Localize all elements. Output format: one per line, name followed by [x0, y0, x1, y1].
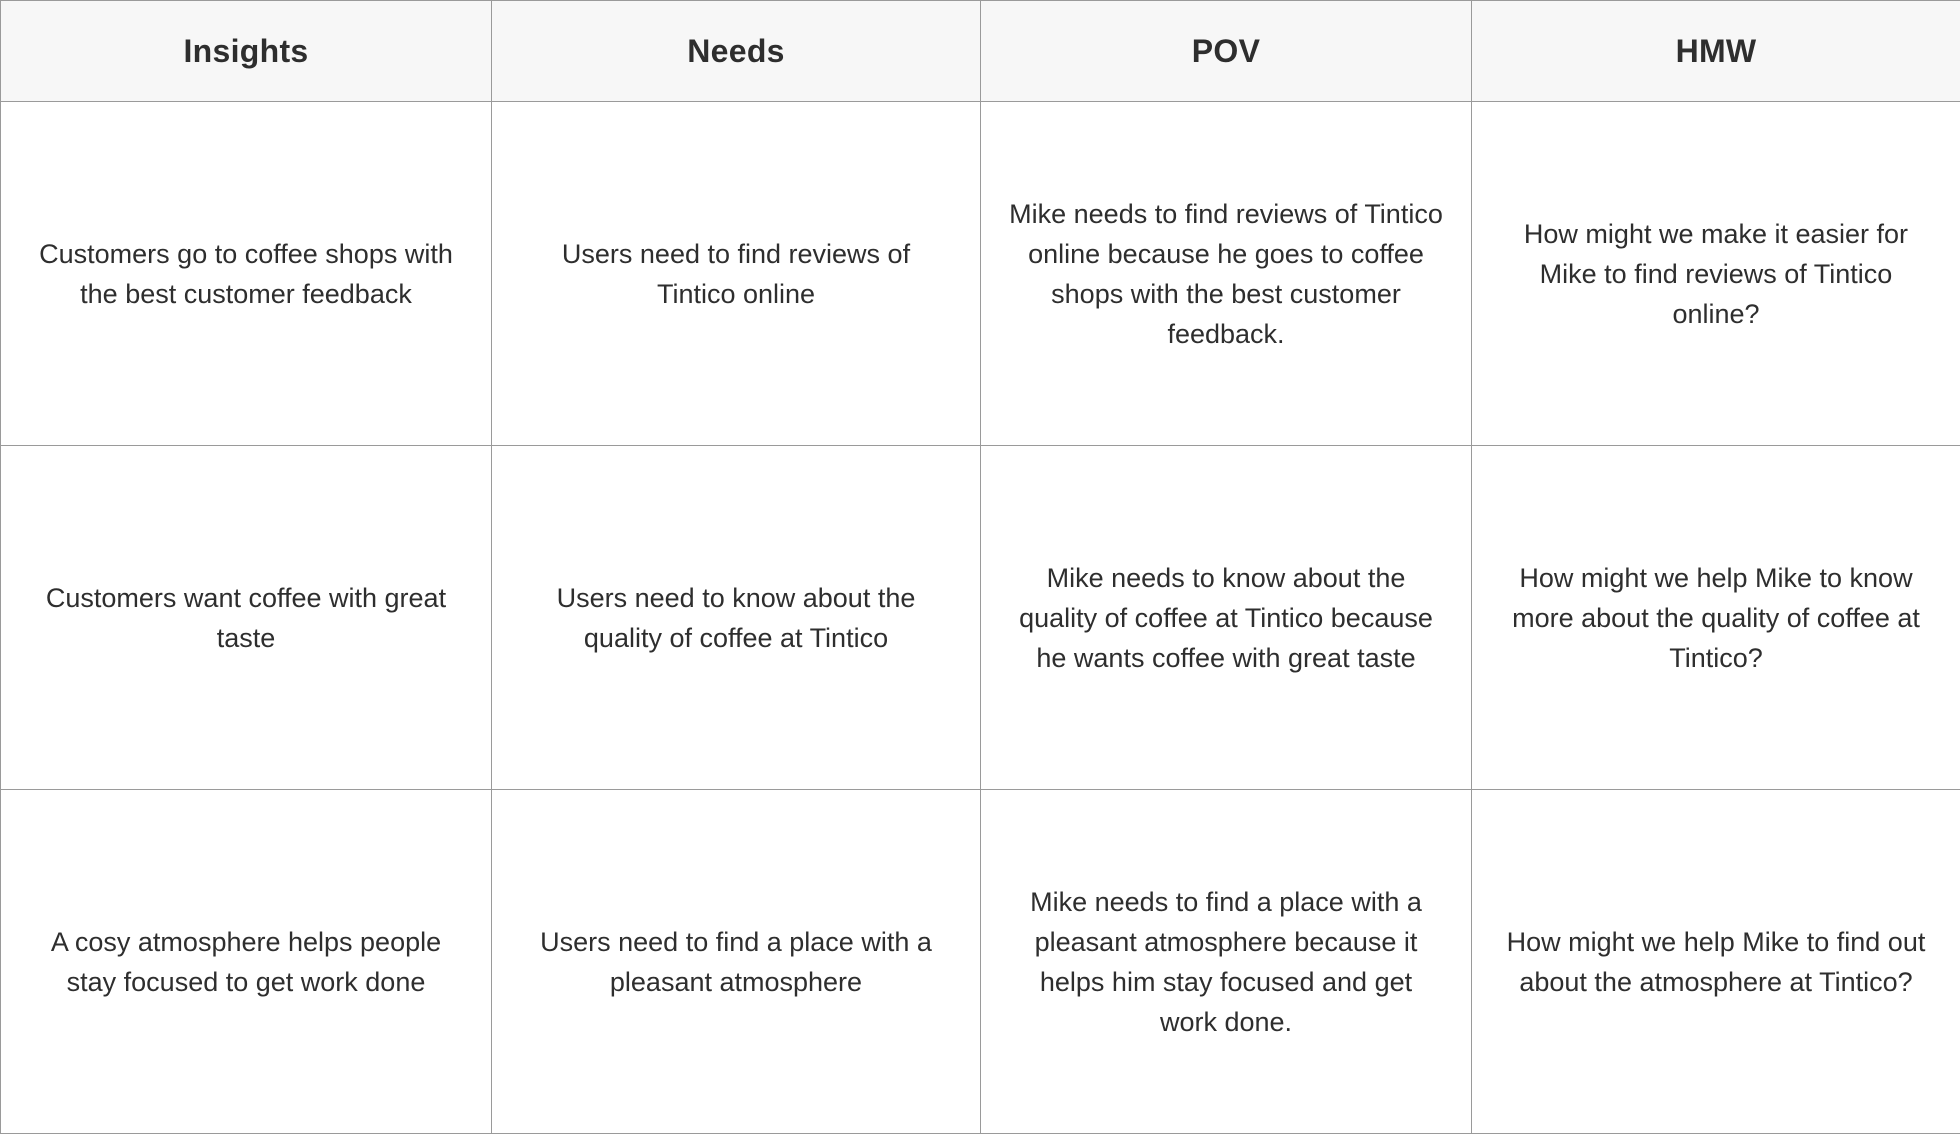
- table-header-row: [1, 1, 1960, 102]
- need-cell: Users need to know about the quality of coffee at Tintico: [492, 446, 981, 790]
- insight-cell: Customers go to coffee shops with the best customer feedback: [1, 102, 492, 446]
- insight-cell: Customers want coffee with great taste: [1, 446, 492, 790]
- pov-cell: Mike needs to know about the quality of coffee at Tintico because he wants coffee with great taste: [981, 446, 1472, 790]
- header-needs: Needs: [492, 1, 981, 102]
- header-hmw: HMW: [1472, 1, 1960, 102]
- insight-cell: A cosy atmosphere helps people stay focused to get work done: [1, 790, 492, 1134]
- header-insights: Insights: [1, 1, 492, 102]
- table-row: [1, 446, 1960, 790]
- header-pov: POV: [981, 1, 1472, 102]
- table-row: [1, 102, 1960, 446]
- pov-cell: Mike needs to find reviews of Tintico online because he goes to coffee shops with the best customer feedback.: [981, 102, 1472, 446]
- pov-cell: Mike needs to find a place with a pleasant atmosphere because it helps him stay focused and get work done.: [981, 790, 1472, 1134]
- need-cell: Users need to find a place with a pleasant atmosphere: [492, 790, 981, 1134]
- hmw-cell: How might we help Mike to know more about the quality of coffee at Tintico?: [1472, 446, 1960, 790]
- hmw-cell: How might we make it easier for Mike to find reviews of Tintico online?: [1472, 102, 1960, 446]
- hmw-cell: How might we help Mike to find out about the atmosphere at Tintico?: [1472, 790, 1960, 1134]
- need-cell: Users need to find reviews of Tintico online: [492, 102, 981, 446]
- table-row: [1, 790, 1960, 1134]
